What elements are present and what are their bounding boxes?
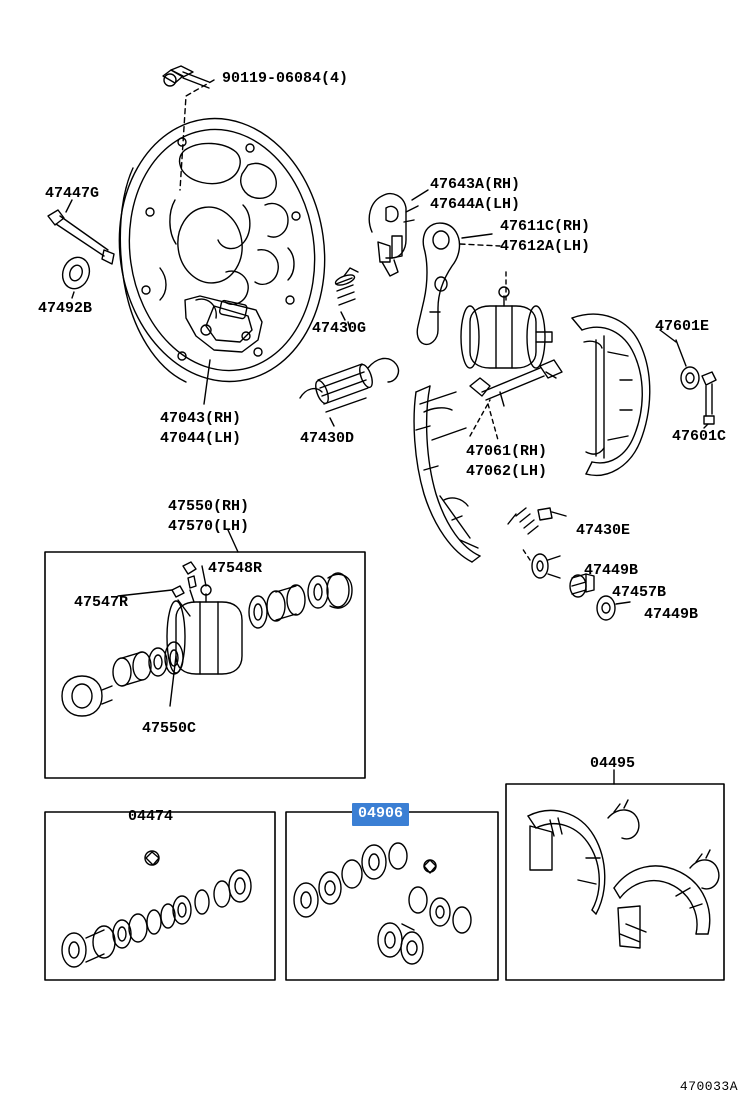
label-47062: 47062(LH): [466, 463, 548, 480]
label-47611C: 47611C(RH): [500, 218, 591, 235]
drawing-code: 470033A: [679, 1079, 738, 1094]
label-47643A: 47643A(RH): [430, 176, 521, 193]
part-47430D: [300, 358, 398, 412]
bolt-90119: [163, 66, 209, 88]
label-47547R: 47547R: [74, 594, 129, 611]
label-47570LH: 47570(LH): [168, 518, 250, 535]
part-47601E: [681, 367, 699, 389]
part-47447G: [48, 210, 114, 264]
kit-04474-contents: [62, 851, 251, 967]
label-47550RH: 47550(RH): [168, 498, 250, 515]
label-47430D: 47430D: [300, 430, 355, 447]
part-47643A-lever: [369, 194, 418, 276]
label-47601E: 47601E: [655, 318, 710, 335]
part-47449B-upper: [532, 554, 560, 578]
label-04495: 04495: [590, 755, 636, 772]
label-47447G: 47447G: [45, 185, 100, 202]
label-47492B: 47492B: [38, 300, 93, 317]
label-47430E: 47430E: [576, 522, 631, 539]
label-47457B: 47457B: [612, 584, 667, 601]
label-04906-highlighted[interactable]: 04906: [352, 803, 409, 826]
part-47430E: [508, 508, 566, 534]
label-47061: 47061(RH): [466, 443, 548, 460]
part-47611C-plate: [417, 223, 459, 344]
label-47044: 47044(LH): [160, 430, 242, 447]
label-04474: 04474: [128, 808, 174, 825]
strut-bar: [470, 360, 562, 400]
label-47601C: 47601C: [672, 428, 727, 445]
brake-shoe-right: [572, 314, 650, 475]
kit-04495-contents: [528, 800, 719, 948]
part-47492B: [58, 254, 93, 293]
wheel-cylinder-exploded: [62, 562, 352, 716]
label-47548R: 47548R: [208, 560, 263, 577]
label-47043: 47043(RH): [160, 410, 242, 427]
backing-plate: [103, 105, 342, 395]
label-47449B-upper: 47449B: [584, 562, 639, 579]
part-47601C: [702, 372, 716, 424]
label-47430G: 47430G: [312, 320, 367, 337]
label-47612A: 47612A(LH): [500, 238, 591, 255]
label-47644A: 47644A(LH): [430, 196, 521, 213]
label-90119: 90119-06084(4): [222, 70, 349, 87]
label-47550C: 47550C: [142, 720, 197, 737]
part-47430G: [334, 268, 358, 320]
label-47449B-lower: 47449B: [644, 606, 699, 623]
kit-04906-contents: [294, 843, 471, 964]
